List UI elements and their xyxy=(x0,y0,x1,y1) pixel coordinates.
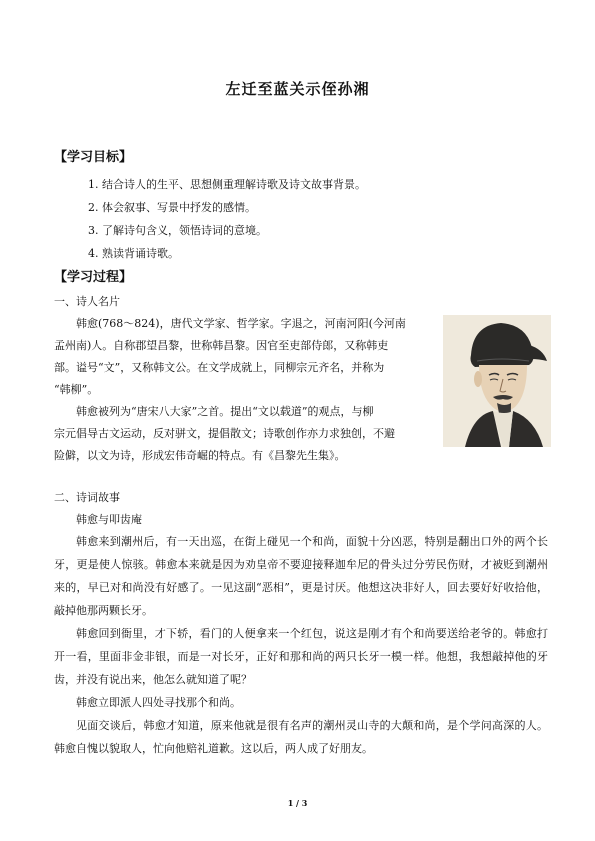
bio-line: 孟州南)人。自称郡望昌黎，世称韩昌黎。因官至吏部侍郎，又称韩吏 xyxy=(54,339,389,352)
section1-heading: 一、诗人名片 xyxy=(54,295,120,308)
story-paragraph: 韩愈来到潮州后，有一天出巡，在街上碰见一个和尚，面貌十分凶恶，特别是翻出口外的两个长牙，更是使人惊骇。韩愈本来就是因为劝皇帝不要迎接释迦牟尼的骨头过分劳民伤财，才被贬到潮州来的，早已对和尚没有好感了。一见这副“恶相”，更是讨厌。他想这决非好人，回去要好好收拾他，敲掉他那两颗长牙。 xyxy=(54,535,548,617)
story-paragraph: 见面交谈后，韩愈才知道，原来他就是很有名声的潮州灵山寺的大颠和尚，是个学问高深的人。韩愈自愧以貌取人，忙向他赔礼道歉。这以后，两人成了好朋友。 xyxy=(54,719,548,755)
goals-list xyxy=(88,173,366,265)
bio-line: 宗元倡导古文运动，反对骈文，提倡散文；诗歌创作亦力求独创，不避 xyxy=(54,427,395,440)
poet-bio xyxy=(54,313,440,467)
page-title: 左迁至蓝关示侄孙湘 xyxy=(225,80,370,98)
goal-item: 2. 体会叙事、写景中抒发的感情。 xyxy=(88,201,256,214)
goal-item: 4. 熟读背诵诗歌。 xyxy=(88,247,179,260)
bio-line: 险僻，以文为诗，形成宏伟奇崛的特点。有《昌黎先生集》。 xyxy=(54,449,346,462)
goal-item: 3. 了解诗句含义，领悟诗词的意境。 xyxy=(88,224,267,237)
story-paragraph: 韩愈回到衙里，才下轿，看门的人便拿来一个红包，说这是刚才有个和尚要送给老爷的。韩愈打开一看，里面非金非银，而是一对长牙，正好和那和尚的两只长牙一模一样。他想，我想敲掉他的牙齿，并没有说出来，他怎么就知道了呢？ xyxy=(54,627,548,686)
bio-line: 韩愈(768～824)，唐代文学家、哲学家。字退之，河南河阳(今河南 xyxy=(76,317,406,330)
goals-heading: 【学习目标】 xyxy=(54,150,133,165)
process-heading: 【学习过程】 xyxy=(54,270,133,285)
poet-portrait-image xyxy=(443,315,551,447)
bio-line: 韩愈被列为“唐宋八大家”之首。提出“文以载道”的观点，与柳 xyxy=(76,405,374,418)
page-number: 1 / 3 xyxy=(287,798,308,808)
bio-line: 部。谥号“文”，又称韩文公。在文学成就上，同柳宗元齐名，并称为 xyxy=(54,361,385,374)
story-paragraph: 韩愈立即派人四处寻找那个和尚。 xyxy=(76,696,241,709)
goal-item: 1. 结合诗人的生平、思想侧重理解诗歌及诗文故事背景。 xyxy=(88,178,366,191)
story-title: 韩愈与叩齿庵 xyxy=(76,513,142,526)
section2-heading: 二、诗词故事 xyxy=(54,491,120,504)
bio-line: “韩柳”。 xyxy=(54,383,99,396)
story-body xyxy=(54,530,548,760)
